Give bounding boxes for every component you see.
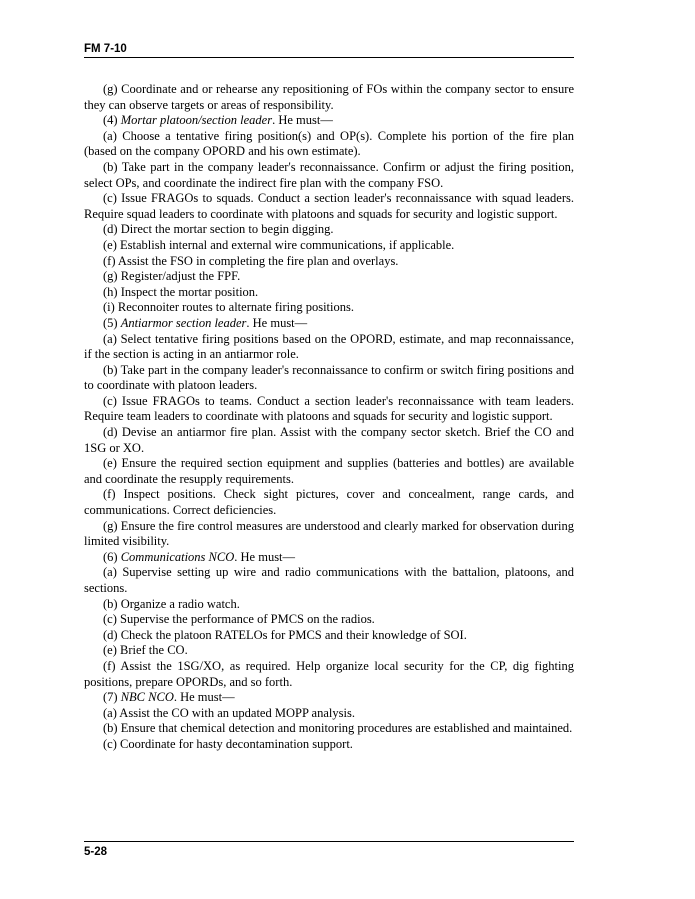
paragraph xyxy=(84,129,574,160)
paragraph xyxy=(84,394,574,425)
paragraph xyxy=(84,113,574,129)
paragraph-text: (c) Coordinate for hasty decontamination support. xyxy=(103,736,353,751)
paragraph-text: (7) xyxy=(103,690,121,705)
paragraph-text: (g) Ensure the fire control measures are understood and clearly marked for observation during limited visibility. xyxy=(84,518,574,549)
paragraph-text: (d) Devise an antiarmor fire plan. Assist with the company sector sketch. Brief the CO and 1SG or XO. xyxy=(84,425,574,455)
paragraph xyxy=(84,550,574,566)
page-number: 5-28 xyxy=(84,846,108,858)
paragraph-text: (i) Reconnoiter routes to alternate firing positions. xyxy=(103,300,354,315)
paragraph-text: (c) Supervise the performance of PMCS on the radios. xyxy=(103,612,375,627)
paragraph-text: (4) xyxy=(103,113,121,128)
paragraph-text: (d) Direct the mortar section to begin digging. xyxy=(103,222,334,237)
paragraph xyxy=(84,628,574,644)
paragraph-text: (6) xyxy=(103,549,121,564)
header-rule xyxy=(84,57,574,58)
paragraph xyxy=(84,332,574,363)
paragraph xyxy=(84,300,574,316)
paragraph-text: (b) Take part in the company leader's reconnaissance to confirm or switch firing positions and to coordinate with platoon leaders. xyxy=(84,362,574,393)
paragraph xyxy=(84,222,574,238)
italic-heading: Antiarmor section leader xyxy=(120,315,247,330)
paragraph-text: . He must— xyxy=(173,690,235,705)
paragraph xyxy=(84,191,574,222)
paragraph xyxy=(84,643,574,659)
paragraph-text: (a) Select tentative firing positions based on the OPORD, estimate, and map reconnaissance, if the section is acting in an antiarmor role. xyxy=(84,331,574,362)
paragraph xyxy=(84,659,574,690)
paragraph xyxy=(84,690,574,706)
paragraph xyxy=(84,612,574,628)
paragraph-text: (d) Check the platoon RATELOs for PMCS and their knowledge of SOI. xyxy=(103,627,467,642)
paragraph xyxy=(84,316,574,332)
paragraph-text: (e) Establish internal and external wire communications, if applicable. xyxy=(103,237,455,252)
paragraph-text: (e) Brief the CO. xyxy=(103,643,188,658)
italic-heading: Communications NCO xyxy=(120,549,235,564)
paragraph-text: (h) Inspect the mortar position. xyxy=(103,284,259,299)
paragraph xyxy=(84,456,574,487)
paragraph xyxy=(84,269,574,285)
paragraph-text: (b) Take part in the company leader's reconnaissance. Confirm or adjust the firing position, select OPs, and coordinate the indirect fire plan with the company FSO. xyxy=(84,159,574,190)
running-header: FM 7-10 xyxy=(84,43,127,55)
paragraph-text: (c) Issue FRAGOs to teams. Conduct a section leader's reconnaissance with team leaders. Require team leaders to coordinate with platoons and squads for security and logistic support. xyxy=(84,393,574,424)
paragraph-text: (g) Register/adjust the FPF. xyxy=(103,269,241,284)
paragraph-text: (a) Supervise setting up wire and radio communications with the battalion, platoons, and sections. xyxy=(84,565,574,595)
paragraph-text: . He must— xyxy=(246,315,308,330)
paragraph-text: (5) xyxy=(103,315,121,330)
body-text xyxy=(84,82,574,753)
paragraph xyxy=(84,706,574,722)
paragraph-text: (c) Issue FRAGOs to squads. Conduct a section leader's reconnaissance with squad leaders. Require squad leaders to coordinate with platoons and squads for security and logistic support. xyxy=(84,191,574,221)
paragraph xyxy=(84,254,574,270)
paragraph xyxy=(84,737,574,753)
paragraph xyxy=(84,721,574,737)
paragraph xyxy=(84,597,574,613)
footer-rule xyxy=(84,841,574,842)
paragraph-text: (f) Inspect positions. Check sight pictures, cover and concealment, range cards, and communications. Correct deficiencies. xyxy=(84,487,574,518)
paragraph xyxy=(84,363,574,394)
paragraph-text: (b) Organize a radio watch. xyxy=(103,596,240,611)
paragraph-text: . He must— xyxy=(272,113,333,128)
italic-heading: Mortar platoon/section leader xyxy=(120,113,273,128)
italic-heading: NBC NCO xyxy=(120,690,174,705)
paragraph-text: (a) Choose a tentative firing position(s) and OP(s). Complete his portion of the fire plan (based on the company OPORD and his own estimate). xyxy=(84,128,574,159)
paragraph-text: . He must— xyxy=(234,549,296,564)
paragraph-text: (f) Assist the 1SG/XO, as required. Help organize local security for the CP, dig fighting positions, prepare OPORDs, and so forth. xyxy=(84,658,574,689)
paragraph-text: (b) Ensure that chemical detection and monitoring procedures are established and maintained. xyxy=(103,721,573,736)
paragraph xyxy=(84,285,574,301)
paragraph xyxy=(84,160,574,191)
paragraph-text: (g) Coordinate and or rehearse any repositioning of FOs within the company sector to ensure they can observe targets or areas of responsibility. xyxy=(84,82,574,112)
paragraph xyxy=(84,82,574,113)
paragraph-text: (a) Assist the CO with an updated MOPP analysis. xyxy=(103,705,355,720)
paragraph-text: (f) Assist the FSO in completing the fire plan and overlays. xyxy=(103,253,399,268)
paragraph xyxy=(84,519,574,550)
paragraph xyxy=(84,425,574,456)
paragraph xyxy=(84,487,574,518)
paragraph xyxy=(84,238,574,254)
paragraph xyxy=(84,565,574,596)
paragraph-text: (e) Ensure the required section equipment and supplies (batteries and bottles) are available and coordinate the resupply requirements. xyxy=(84,456,574,486)
